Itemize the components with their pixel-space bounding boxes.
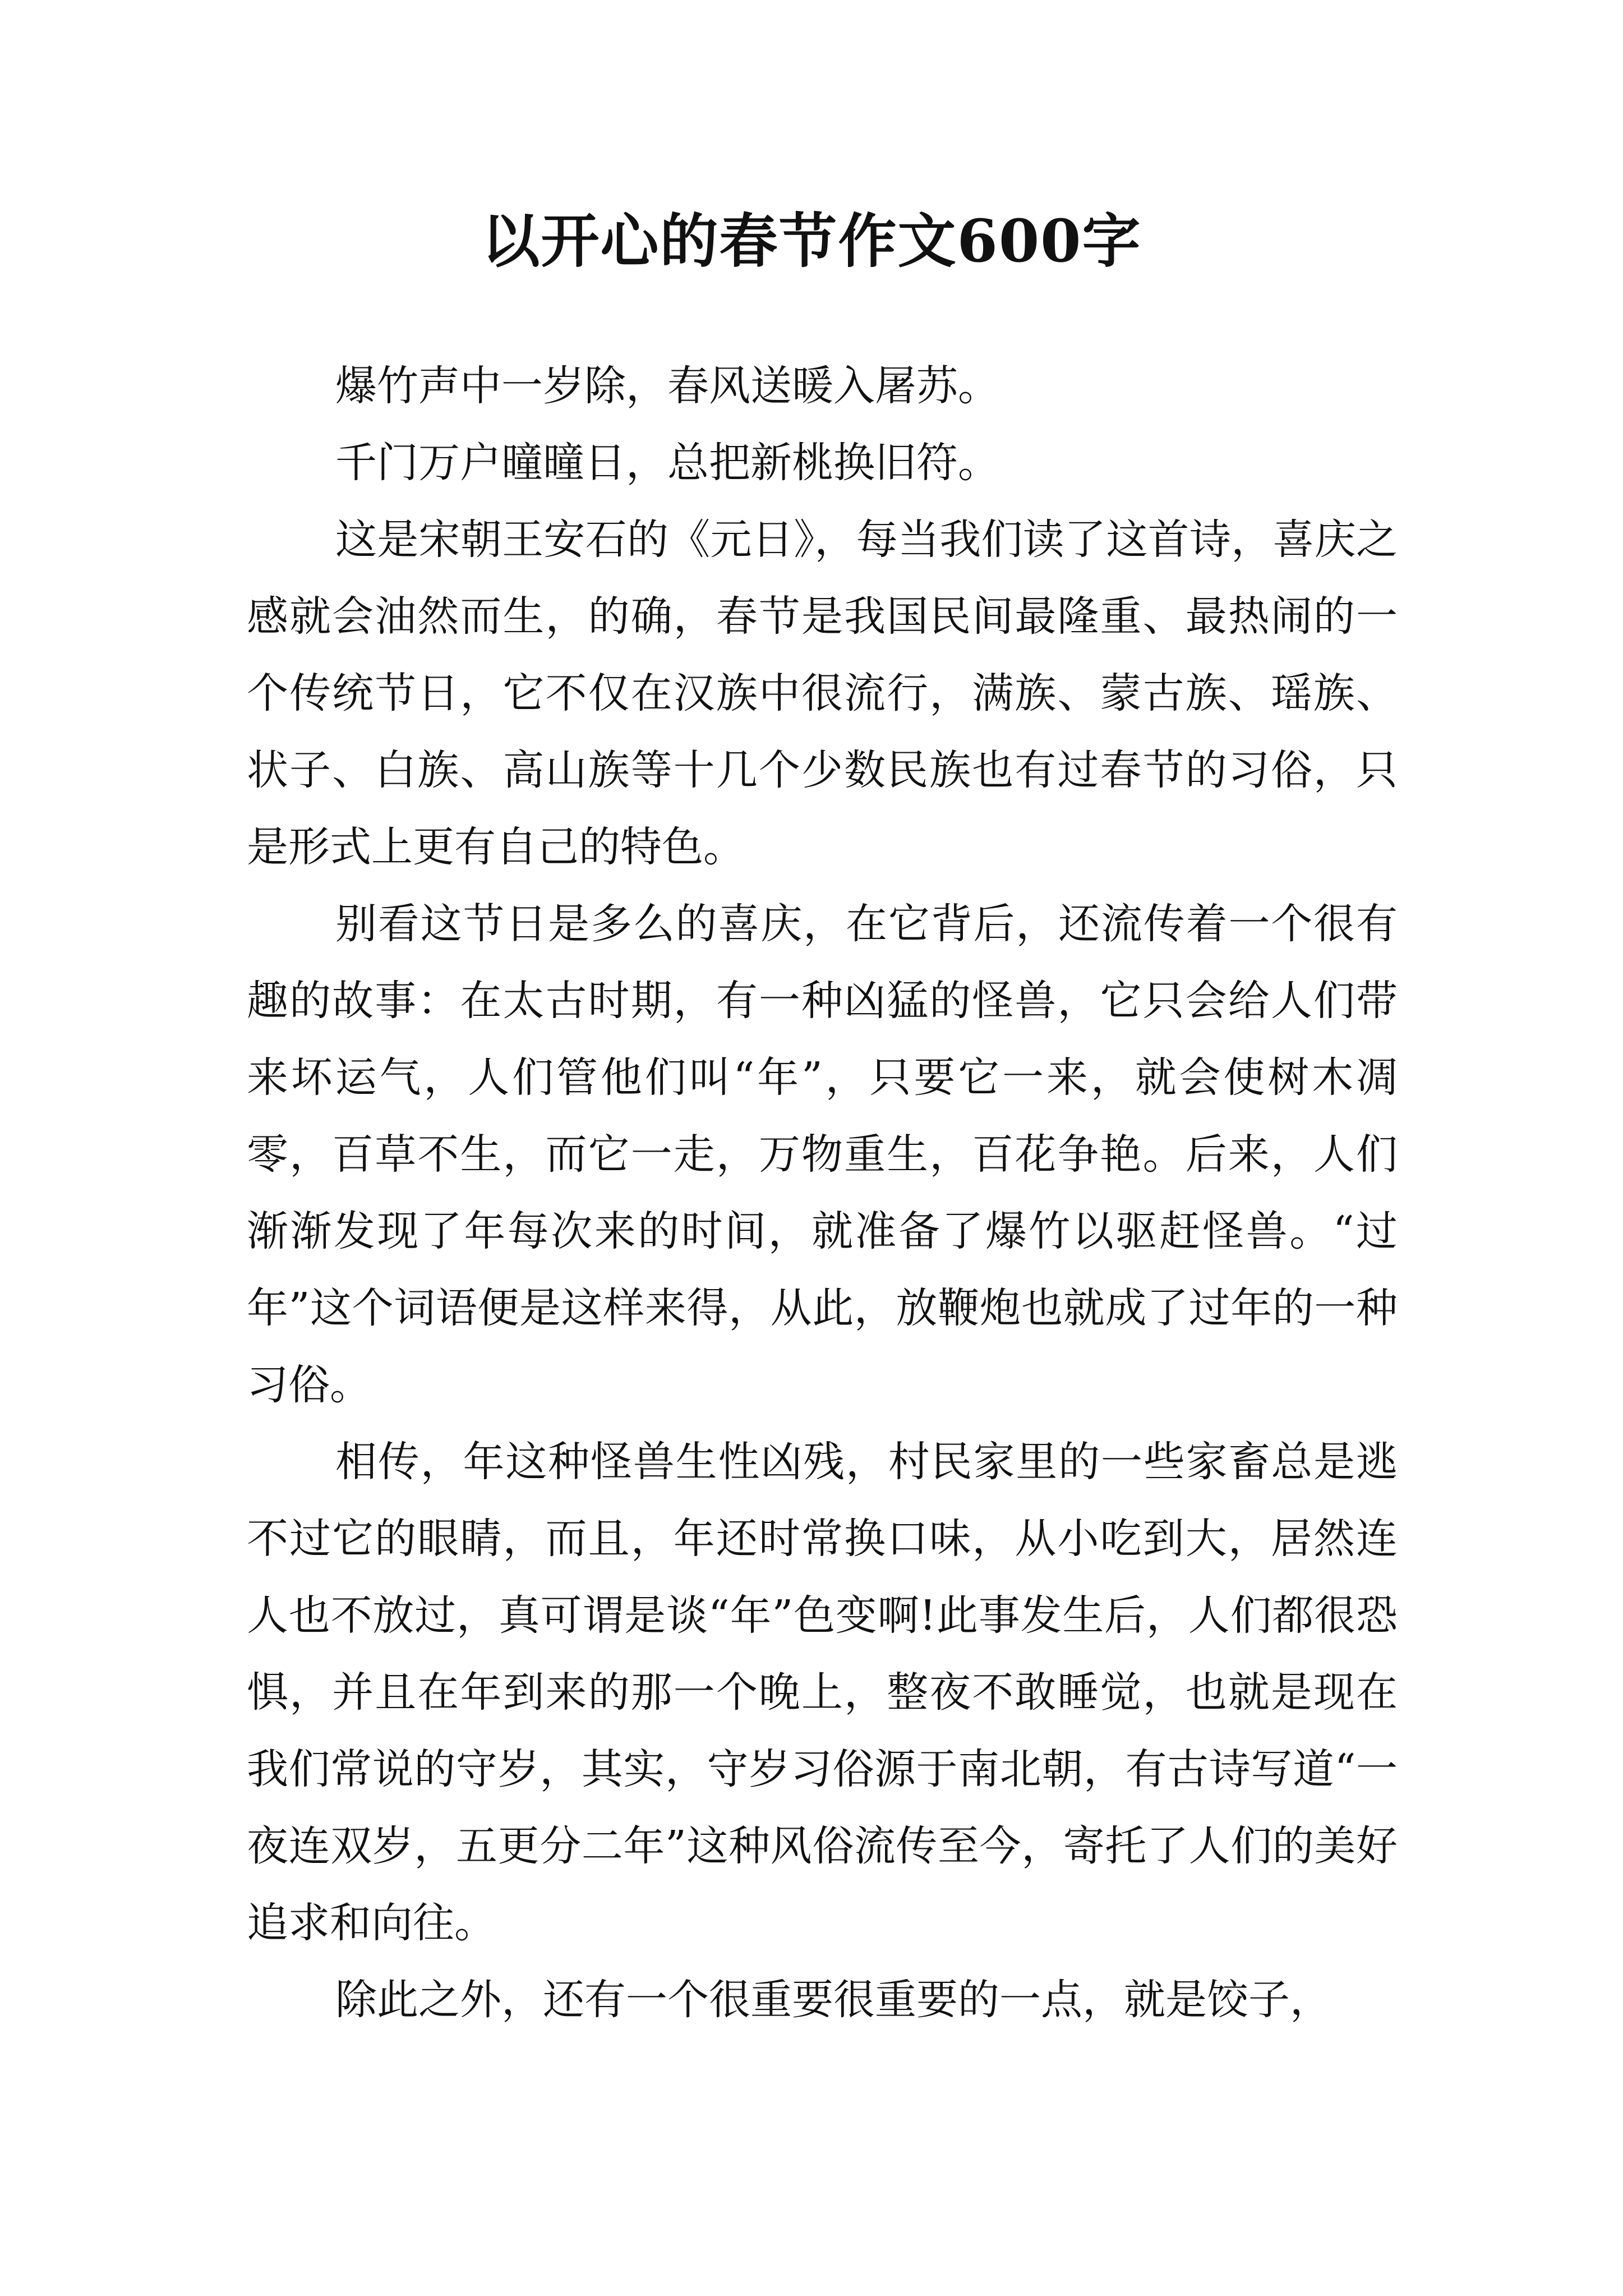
paragraph-4: 别看这节日是多么的喜庆，在它背后，还流传着一个很有趣的故事：在太古时期，有一种凶猛的怪兽，它只会给人们带来坏运气，人们管他们叫“年”，只要它一来，就会使树木凋零，百草不生，而它一走，万物重生，百花争艳。后来，人们渐渐发现了年每次来的时间，就准备了爆竹以驱赶怪兽。“过年”这个词语便是这样来得，从此，放鞭炮也就成了过年的一种习俗。 (247, 900, 1398, 1409)
paragraph-5: 相传，年这种怪兽生性凶残，村民家里的一些家畜总是逃不过它的眼睛，而且，年还时常换口味，从小吃到大，居然连人也不放过，真可谓是谈“年”色变啊!此事发生后，人们都很恐惧，并且在年到来的那一个晚上，整夜不敢睡觉，也就是现在我们常说的守岁，其实，守岁习俗源于南北朝，有古诗写道“一夜连双岁，五更分二年”这种风俗流传至今，寄托了人们的美好追求和向往。 (247, 1438, 1398, 1947)
paragraph-6: 除此之外，还有一个很重要很重要的一点，就是饺子， (335, 1976, 1331, 2024)
document-title: 以开心的春节作文600字 (481, 206, 1142, 275)
document-body (247, 348, 1398, 2255)
paragraph-3: 这是宋朝王安石的《元日》，每当我们读了这首诗，喜庆之感就会油然而生，的确，春节是我国民间最隆重、最热闹的一个传统节日，它不仅在汉族中很流行，满族、蒙古族、瑶族、状子、白族、高山族等十几个少数民族也有过春节的习俗，只是形式上更有自己的特色。 (247, 516, 1398, 871)
paragraph-1: 爆竹声中一岁除，春风送暖入屠苏。 (335, 362, 999, 410)
paragraph-2: 千门万户曈曈日，总把新桃换旧符。 (335, 439, 999, 487)
